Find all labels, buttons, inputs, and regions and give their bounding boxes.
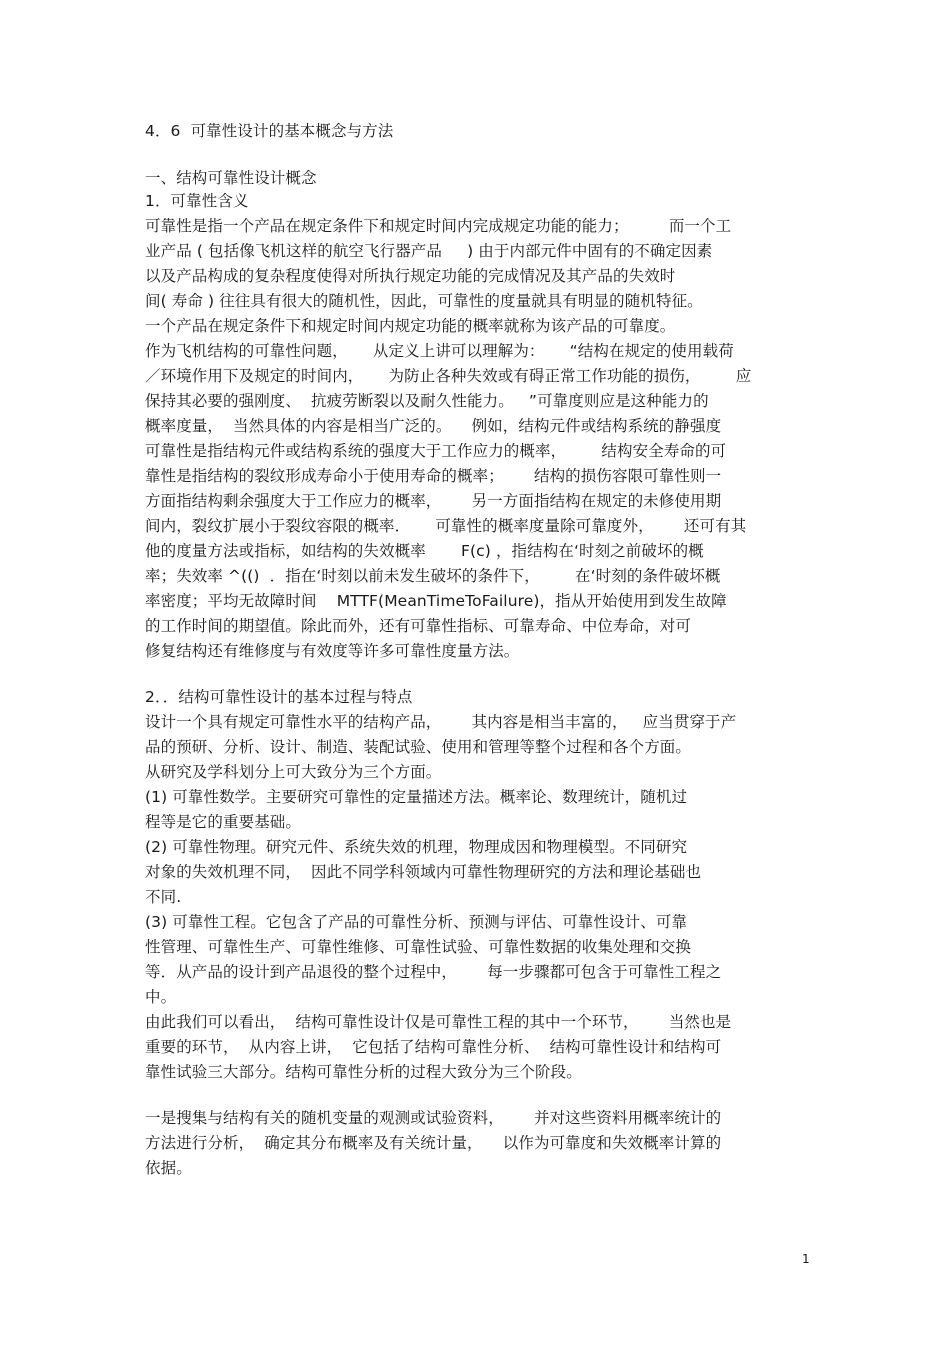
paragraph-line: 业产品 ( 包括像飞机这样的航空飞行器产品 ) 由于内部元件中固有的不确定因素	[145, 242, 713, 260]
paragraph-line: 等．从产品的设计到产品退役的整个过程中， 每一步骤都可包含于可靠性工程之	[145, 963, 722, 981]
paragraph-line: 方法进行分析， 确定其分布概率及有关统计量， 以作为可靠度和失效概率计算的	[145, 1134, 722, 1152]
paragraph-line: 概率度量， 当然具体的内容是相当广泛的。 例如，结构元件或结构系统的静强度	[145, 417, 722, 435]
paragraph-line: 依据。	[145, 1159, 192, 1177]
paragraph-line: 设计一个具有规定可靠性水平的结构产品， 其内容是相当丰富的， 应当贯穿于产	[145, 713, 737, 731]
paragraph-line: (2) 可靠性物理。研究元件、系统失效的机理，物理成因和物理模型。不同研究	[145, 838, 688, 856]
paragraph-line: 一个产品在规定条件下和规定时间内规定功能的概率就称为该产品的可靠度。	[145, 317, 676, 335]
paragraph-line: ／环境作用下及规定的时间内， 为防止各种失效或有碍正常工作功能的损伤， 应	[145, 367, 752, 385]
paragraph-line: 的工作时间的期望值。除此而外，还有可靠性指标、可靠寿命、中位寿命，对可	[145, 617, 692, 635]
paragraph-line: 性管理、可靠性生产、可靠性维修、可靠性试验、可靠性数据的收集处理和交换	[145, 938, 692, 956]
page-number: 1	[802, 1252, 810, 1266]
paragraph-line: 靠性试验三大部分。结构可靠性分析的过程大致分为三个阶段。	[145, 1063, 582, 1081]
paragraph-line: 间( 寿命 ) 往往具有很大的随机性，因此，可靠性的度量就具有明显的随机特征。	[145, 292, 703, 310]
paragraph-line: 修复结构还有维修度与有效度等许多可靠性度量方法。	[145, 642, 520, 660]
paragraph-line: (3) 可靠性工程。它包含了产品的可靠性分析、预测与评估、可靠性设计、可靠	[145, 913, 688, 931]
paragraph-line: (1) 可靠性数学。主要研究可靠性的定量描述方法。概率论、数理统计，随机过	[145, 788, 688, 806]
subsection-title: 1．可靠性含义	[145, 192, 249, 210]
paragraph-line: 方面指结构剩余强度大于工作应力的概率， 另一方面指结构在规定的未修使用期	[145, 492, 722, 510]
paragraph-line: 他的度量方法或指标，如结构的失效概率 F(c) ，指结构在‘时刻之前破坏的概	[145, 542, 704, 560]
section-title: 一、结构可靠性设计概念	[145, 169, 317, 187]
paragraph-line: 程等是它的重要基础。	[145, 813, 302, 831]
paragraph-line: 率密度；平均无故障时间 MTTF(MeanTimeToFailure)，指从开始使用到发生故障	[145, 592, 727, 610]
paragraph-line: 一是搜集与结构有关的随机变量的观测或试验资料， 并对这些资料用概率统计的	[145, 1109, 722, 1127]
paragraph-line: 间内，裂纹扩展小于裂纹容限的概率． 可靠性的概率度量除可靠度外， 还可有其	[145, 517, 747, 535]
paragraph-line: 由此我们可以看出， 结构可靠性设计仅是可靠性工程的其中一个环节， 当然也是	[145, 1013, 732, 1031]
paragraph-line: 可靠性是指结构元件或结构系统的强度大于工作应力的概率， 结构安全寿命的可	[145, 442, 727, 460]
subsection-title: 2．．结构可靠性设计的基本过程与特点	[145, 688, 413, 706]
paragraph-line: 可靠性是指一个产品在规定条件下和规定时间内完成规定功能的能力； 而一个工	[145, 217, 732, 235]
paragraph-line: 品的预研、分析、设计、制造、装配试验、使用和管理等整个过程和各个方面。	[145, 738, 692, 756]
paragraph-line: 作为飞机结构的可靠性问题， 从定义上讲可以理解为： “结构在规定的使用载荷	[145, 342, 734, 360]
paragraph-line: 中。	[145, 988, 177, 1006]
paragraph-line: 靠性是指结构的裂纹形成寿命小于使用寿命的概率； 结构的损伤容限可靠性则一	[145, 467, 722, 485]
paragraph-line: 对象的失效机理不同， 因此不同学科领域内可靠性物理研究的方法和理论基础也	[145, 863, 702, 881]
paragraph-line: 重要的环节， 从内容上讲， 它包括了结构可靠性分析、 结构可靠性设计和结构可	[145, 1038, 722, 1056]
paragraph-line: 率；失效率 ^(() ．指在‘时刻以前未发生破坏的条件下， 在‘时刻的条件破坏概	[145, 567, 721, 585]
paragraph-line: 从研究及学科划分上可大致分为三个方面。	[145, 763, 442, 781]
paragraph-line: 不同.	[145, 888, 182, 906]
paragraph-line: 保持其必要的强刚度、 抗疲劳断裂以及耐久性能力。 ”可靠度则应是这种能力的	[145, 392, 709, 410]
paragraph-line: 以及产品构成的复杂程度使得对所执行规定功能的完成情况及其产品的失效时	[145, 267, 676, 285]
document-heading: 4．6 可靠性设计的基本概念与方法	[145, 122, 394, 140]
